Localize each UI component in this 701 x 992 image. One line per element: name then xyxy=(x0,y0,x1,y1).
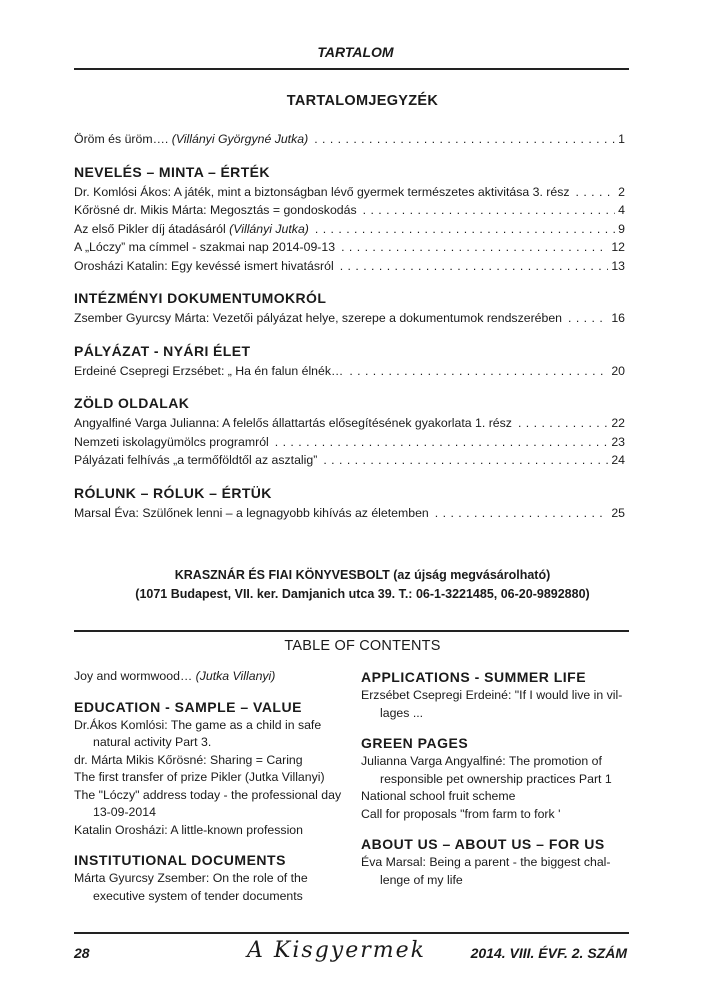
toc-entry[interactable] xyxy=(74,257,625,276)
leader-dots xyxy=(518,414,608,433)
contents-item[interactable]: Julianna Varga Angyalfiné: The promotion of responsible pet ownership practices Part 1 xyxy=(361,754,612,786)
entry-text: Marsal Éva: Szülőnek lenni – a legnagyobb kihívás az életemben xyxy=(74,505,429,520)
page-number: 22 xyxy=(611,416,625,430)
contents-left-column xyxy=(74,668,344,905)
entry-text: Dr. Komlósi Ákos: A játék, mint a biztonságban lévő gyermek természetes aktivitása 3. rész xyxy=(74,184,570,199)
entry-text: Angyalfiné Varga Julianna: A felelős állattartás elősegítésének gyakorlata 1. rész xyxy=(74,416,512,430)
contents-item[interactable]: The first transfer of prize Pikler (Jutka Villanyi) xyxy=(74,770,325,784)
leader-dots xyxy=(363,201,616,220)
contents-item[interactable]: dr. Márta Mikis Kőrösné: Sharing = Caring xyxy=(74,752,303,767)
toc-entry[interactable] xyxy=(74,238,625,257)
contents-intro-item[interactable] xyxy=(74,668,344,686)
contents-section-title: APPLICATIONS - SUMMER LIFE xyxy=(361,669,587,685)
contents-item[interactable]: Éva Marsal: Being a parent - the biggest chal-lenge of my life xyxy=(361,855,611,887)
entry-text: Erdeiné Csepregi Erzsébet: „ Ha én falun élnék… xyxy=(74,363,344,378)
toc-section-title: ZÖLD OLDALAK xyxy=(74,395,190,411)
toc-entry[interactable] xyxy=(74,183,625,202)
leader-dots xyxy=(315,220,615,239)
contents-item[interactable]: Katalin Orosházi: A little-known profession xyxy=(74,822,303,837)
entry-author: (Villányi Jutka) xyxy=(229,221,309,236)
toc-section-title: PÁLYÁZAT - NYÁRI ÉLET xyxy=(74,342,251,359)
contents-section-title: INSTITUTIONAL DOCUMENTS xyxy=(74,852,286,868)
leader-dots xyxy=(576,183,616,202)
toc-section-title: INTÉZMÉNYI DOKUMENTUMOKRÓL xyxy=(74,290,327,306)
entry-text: Orosházi Katalin: Egy kevéssé ismert hivatásról xyxy=(74,258,334,273)
toc-entry[interactable] xyxy=(74,451,625,470)
page-number: 23 xyxy=(611,434,625,449)
page-number: 1 xyxy=(618,132,625,146)
bookstore-line-1: KRASZNÁR ÉS FIAI KÖNYVESBOLT (az újság megvásárolható) xyxy=(174,568,551,582)
page-number: 9 xyxy=(618,221,625,236)
toc-entry[interactable] xyxy=(74,433,625,452)
leader-dots xyxy=(323,451,608,470)
toc-entry[interactable] xyxy=(74,201,625,220)
bookstore-line-2: (1071 Budapest, VII. ker. Damjanich utca 39. T.: 06-1-3221485, 06-20-9892880) xyxy=(135,587,590,601)
leader-dots xyxy=(341,238,608,257)
leader-dots xyxy=(568,309,608,328)
contents-item[interactable]: Dr.Ákos Komlósi: The game as a child in safe natural activity Part 3. xyxy=(74,717,322,749)
entry-text: Zsember Gyurcsy Márta: Vezetői pályázat helye, szerepe a dokumentumok rendszerében xyxy=(74,311,563,325)
contents-section-title: GREEN PAGES xyxy=(361,735,469,751)
toc-entry[interactable] xyxy=(74,414,625,433)
page-number: 13 xyxy=(611,258,625,273)
header-rule xyxy=(74,68,629,70)
toc-entry[interactable] xyxy=(74,504,625,523)
item-text: Joy and wormwood… xyxy=(74,669,196,683)
leader-dots xyxy=(349,362,608,381)
item-author: (Jutka Villanyi) xyxy=(195,669,276,683)
entry-author: (Villányi Györgyné Jutka) xyxy=(171,132,309,146)
contents-item[interactable]: Márta Gyurcsy Zsember: On the role of the executive system of tender documents xyxy=(74,871,308,903)
toc-entry[interactable] xyxy=(74,220,625,239)
leader-dots xyxy=(275,433,609,452)
page-number: 2 xyxy=(618,184,625,199)
toc-section-title: RÓLUNK – RÓLUK – ÉRTÜK xyxy=(74,484,272,501)
entry-text: A „Lóczy” ma címmel - szakmai nap 2014-09-13 xyxy=(74,240,336,254)
contents-section-title: ABOUT US – ABOUT US – FOR US xyxy=(361,836,605,852)
entry-text: Öröm és üröm…. xyxy=(74,132,172,146)
entry-text: Pályázati felhívás „a termőföldtől az asztalig” xyxy=(74,453,318,467)
page-number: 12 xyxy=(611,240,625,254)
contents-section-title: EDUCATION - SAMPLE – VALUE xyxy=(74,698,302,715)
page-number: 20 xyxy=(611,363,625,378)
toc-entry[interactable] xyxy=(74,362,625,381)
leader-dots xyxy=(340,257,609,276)
footer-rule xyxy=(74,932,629,934)
leader-dots xyxy=(314,130,615,149)
running-title: TARTALOM xyxy=(317,44,394,60)
entry-text: Nemzeti iskolagyümölcs programról xyxy=(74,434,269,449)
toc-section-title: NEVELÉS – MINTA – ÉRTÉK xyxy=(74,163,270,180)
toc-list xyxy=(74,130,625,522)
contents-rule xyxy=(74,630,629,632)
page-number: 4 xyxy=(618,203,625,217)
entry-text: Az első Pikler díj átadásáról xyxy=(74,221,230,236)
leader-dots xyxy=(435,504,609,523)
footer-issue: 2014. VIII. ÉVF. 2. SZÁM xyxy=(470,945,627,961)
entry-text: Kőrösné dr. Mikis Márta: Megosztás = gondoskodás xyxy=(74,203,357,217)
page-number: 16 xyxy=(611,311,625,325)
contents-item[interactable]: National school fruit scheme xyxy=(361,789,516,803)
toc-title: TARTALOMJEGYZÉK xyxy=(286,93,439,109)
bookstore-notice xyxy=(12,566,701,604)
footer-page-number: 28 xyxy=(74,945,90,961)
toc-entry[interactable] xyxy=(74,309,625,328)
magazine-logo: A Kisgyermek xyxy=(247,938,426,963)
contents-right-column xyxy=(361,668,631,889)
contents-title: TABLE OF CONTENTS xyxy=(284,638,441,654)
page-number: 25 xyxy=(611,505,625,520)
contents-item[interactable]: Erzsébet Csepregi Erdeiné: "If I would live in vil-lages ... xyxy=(361,688,623,720)
toc-intro-entry[interactable] xyxy=(74,130,625,149)
contents-item[interactable]: The "Lóczy" address today - the professional day 13-09-2014 xyxy=(74,787,342,819)
toc-sections xyxy=(74,163,625,523)
contents-item[interactable]: Call for proposals "from farm to fork ' xyxy=(361,806,561,821)
page-number: 24 xyxy=(611,453,625,467)
